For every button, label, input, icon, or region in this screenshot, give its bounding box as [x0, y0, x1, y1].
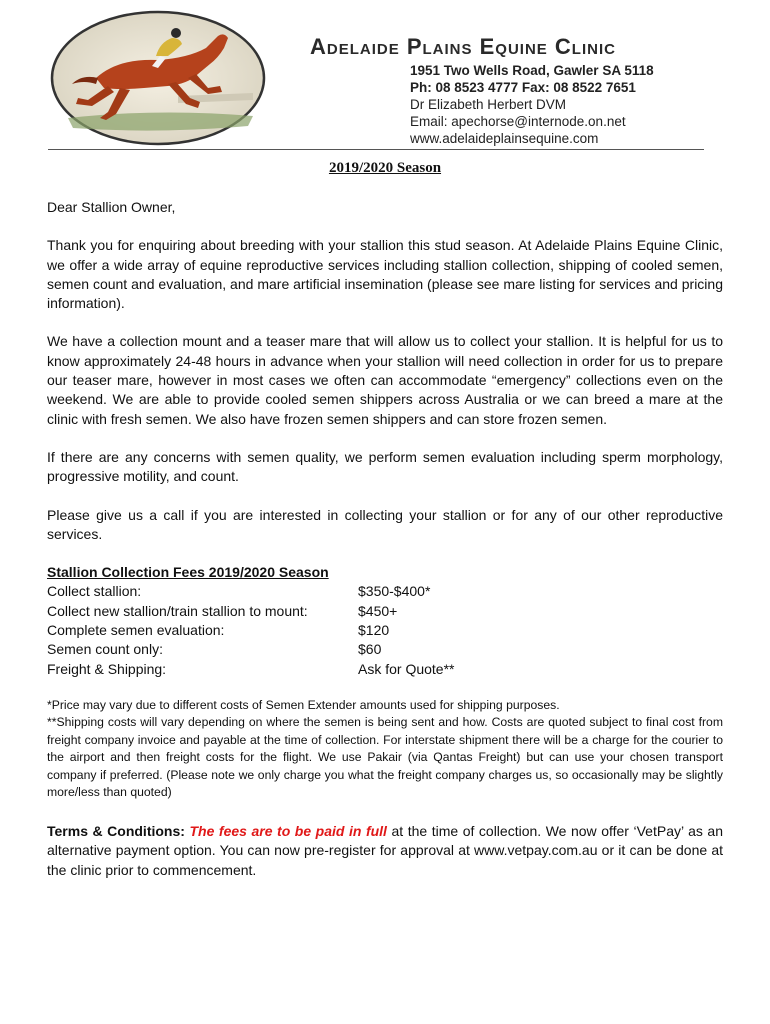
clinic-name: Adelaide Plains Equine Clinic [310, 34, 616, 59]
terms-text: at the time of collection. We now offer ‘VetPay’ as an alternative payment option. You can now pre-register for approval at www.vetpay.com.au or it can be done at the clinic prior to commencement. [47, 822, 723, 878]
fee-row [47, 660, 455, 679]
salutation: Dear Stallion Owner, [47, 199, 176, 215]
fee-item: Complete semen evaluation: [47, 622, 225, 639]
fee-row [47, 582, 455, 601]
terms-emphasis: The fees are to be paid in full [189, 822, 387, 839]
fee-row [47, 621, 455, 640]
fee-price: $350-$400* [358, 583, 431, 600]
fees-table [47, 582, 455, 678]
fee-row [47, 640, 455, 659]
fee-item: Collect new stallion/train stallion to mount: [47, 602, 308, 619]
fee-price: $60 [358, 641, 382, 658]
footnote-shipping: **Shipping costs will vary depending on where the semen is being sent and how. Costs are quoted subject to final cost from freight company invoice and payable at the time of collection. For interstate shipment there will be a charge for the courier to the airport and then freight costs for the flight. We use Pakair (via Qantas Freight) but can use your chosen transport company if preferred. (Please note we only charge you what the freight company charges us, so occasionally may be slightly more/less than quoted) [47, 715, 723, 800]
paragraph-quality: If there are any concerns with semen quality, we perform semen evaluation including sperm morphology, progressive motility, and count. [47, 448, 723, 485]
paragraph-contact: Please give us a call if you are interested in collecting your stallion or for any of our other reproductive services. [47, 506, 723, 542]
fees-title: Stallion Collection Fees 2019/2020 Season [47, 564, 329, 581]
fee-price: $120 [358, 622, 390, 639]
paragraph-collection: We have a collection mount and a teaser mare that will allow us to collect your stallion. It is helpful for us to know approximately 24-48 hours in advance when your stallion will need collection in order for us to prepare our teaser mare, however in most cases we often can accommodate “emergency” collections even on the weekend. We are able to provide cooled semen shippers across Australia or we can breed a mare at the clinic with fresh semen. We also have frozen semen shippers and can store frozen semen. [47, 333, 723, 427]
clinic-website[interactable]: www.adelaideplainsequine.com [410, 131, 599, 146]
page-title: 2019/2020 Season [328, 160, 442, 176]
letter-body [47, 198, 723, 880]
paragraph-intro: Thank you for enquiring about breeding with your stallion this stud season. At Adelaide Plains Equine Clinic, we offer a wide array of equine reproductive services including stallion collection, shipping of cooled semen, semen count and evaluation, and mare artificial insemination (please see mare listing for services and pricing information). [47, 237, 723, 312]
fee-row [47, 602, 455, 621]
fee-price: Ask for Quote** [358, 660, 455, 677]
footnotes [47, 697, 723, 802]
fee-item: Freight & Shipping: [47, 660, 167, 677]
clinic-phone-fax: Ph: 08 8523 4777 Fax: 08 8522 7651 [410, 80, 636, 95]
clinic-email[interactable]: Email: apechorse@internode.on.net [410, 114, 626, 129]
letterhead [48, 8, 708, 148]
fee-price: $450+ [358, 602, 398, 619]
clinic-doctor: Dr Elizabeth Herbert DVM [410, 97, 567, 112]
terms-label: Terms & Conditions: [47, 822, 185, 839]
terms-conditions [47, 822, 723, 881]
clinic-address: 1951 Two Wells Road, Gawler SA 5118 [410, 63, 654, 78]
footnote-price: *Price may vary due to different costs of Semen Extender amounts used for shipping purposes. [47, 697, 560, 712]
fee-item: Collect stallion: [47, 583, 142, 600]
contact-block [410, 62, 654, 147]
fee-item: Semen count only: [47, 641, 163, 658]
racehorse-logo-icon [48, 8, 268, 148]
header-divider [48, 149, 704, 150]
